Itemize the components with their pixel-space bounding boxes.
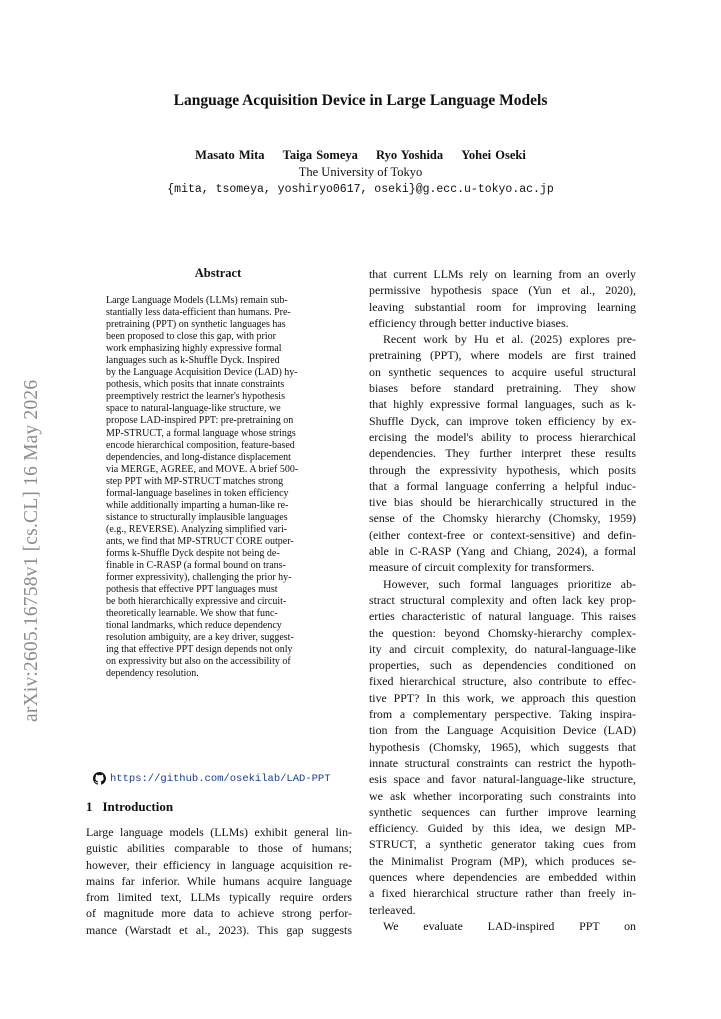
author-name: Taiga Someya bbox=[282, 148, 358, 162]
repo-link[interactable] bbox=[93, 772, 331, 785]
body-line: however, their efficiency in language acquisition re- bbox=[86, 857, 352, 872]
body-line: from limited text, LLMs typically require orders bbox=[86, 890, 352, 905]
abstract-line: step PPT with MP-STRUCT matches strong bbox=[106, 475, 284, 487]
body-line: biases before standard pretraining. They show bbox=[369, 381, 636, 396]
abstract-line: MP-STRUCT, a formal language whose strings bbox=[106, 427, 296, 439]
body-line: the Minimalist Program (MP), which produces se- bbox=[369, 853, 636, 868]
body-line: a fixed hierarchical structure rather than freely in- bbox=[369, 886, 636, 901]
body-line: synthetic sequences can further improve learning bbox=[369, 804, 636, 819]
abstract-line: ants, we find that MP-STRUCT CORE outper- bbox=[106, 535, 294, 547]
body-line: However, such formal languages prioritize ab- bbox=[383, 576, 636, 591]
body-line: tive PPT? In this work, we approach this question bbox=[369, 690, 636, 705]
abstract-line: pothesis, which posits that innate constraints bbox=[106, 379, 285, 391]
body-line: of magnitude more data to achieve strong perfor- bbox=[86, 906, 352, 921]
body-line: We evaluate LAD-inspired PPT on bbox=[383, 918, 636, 933]
author-name: Ryo Yoshida bbox=[376, 148, 444, 162]
abstract-line: theoretically learnable. We show that func- bbox=[106, 608, 278, 620]
abstract-line: space to natural-language-like structure, we bbox=[106, 403, 281, 415]
repo-url[interactable]: https://github.com/osekilab/LAD-PPT bbox=[110, 772, 331, 785]
body-line: fixed hierarchical structure, also contribute to effec- bbox=[369, 674, 636, 689]
abstract-line: tional landmarks, which reduce dependency bbox=[106, 620, 282, 632]
body-line: that current LLMs rely on learning from an overly bbox=[369, 267, 636, 281]
body-line: efficiency. Guided by this idea, we design MP- bbox=[369, 821, 636, 836]
abstract-line: formal-language baselines in token efficiency bbox=[106, 487, 289, 499]
body-line: able in C-RASP (Yang and Chiang, 2024), a formal bbox=[369, 544, 636, 559]
body-line: mains far inferior. While humans acquire language bbox=[86, 873, 352, 888]
abstract-line: via MERGE, AGREE, and MOVE. A brief 500- bbox=[106, 463, 299, 475]
affiliation: The University of Tokyo bbox=[298, 165, 423, 179]
intro-left-column bbox=[86, 824, 352, 938]
arxiv-identifier: arXiv:2605.16758v1 [cs.CL] 16 May 2026 bbox=[21, 379, 42, 722]
body-line: properties, such as dependencies conditioned on bbox=[369, 658, 636, 673]
body-line: tion from the Language Acquisition Device (LAD) bbox=[369, 723, 636, 738]
abstract-line: resolution ambiguity, are a key driver, suggest- bbox=[106, 632, 294, 644]
abstract-body bbox=[106, 295, 330, 681]
section-heading bbox=[86, 799, 173, 815]
abstract-line: encode hierarchical composition, feature-based bbox=[106, 439, 295, 451]
author-name: Masato Mita bbox=[195, 148, 265, 162]
body-line: sense of the Chomsky hierarchy (Chomsky, 1959) bbox=[369, 511, 636, 526]
abstract-line: been proposed to close this gap, with prior bbox=[106, 331, 276, 343]
body-line: measure of circuit complexity for transformers. bbox=[369, 560, 595, 575]
author-name: Yohei Oseki bbox=[461, 148, 526, 162]
body-line: mance (Warstadt et al., 2023). This gap suggests bbox=[86, 922, 352, 937]
author-list bbox=[0, 148, 721, 163]
abstract-line: (e.g., REVERSE). Analyzing simplified vari- bbox=[106, 523, 288, 535]
body-line: that a formal language conferring a helpful induc- bbox=[369, 478, 636, 493]
abstract-line: forms k-Shuffle Dyck despite not being de- bbox=[106, 547, 280, 559]
body-line: terleaved. bbox=[369, 902, 416, 917]
body-line: Recent work by Hu et al. (2025) explores pre- bbox=[383, 332, 636, 347]
body-line: that highly expressive formal languages, such as k- bbox=[369, 397, 636, 412]
abstract-line: while additionally imparting a human-like re- bbox=[106, 499, 289, 511]
abstract-line: dependencies, and long-distance displacement bbox=[106, 451, 291, 463]
abstract-line: Large Language Models (LLMs) remain sub- bbox=[106, 295, 288, 306]
section-number: 1 bbox=[86, 799, 93, 814]
abstract-line: ing that effective PPT design depends not only bbox=[106, 644, 293, 656]
body-line: Large language models (LLMs) exhibit general lin- bbox=[86, 825, 352, 839]
body-line: ercising the model's ability to process hierarchical bbox=[369, 429, 636, 444]
abstract-line: work emphasizing highly expressive formal bbox=[106, 343, 282, 355]
abstract-line: dependency resolution. bbox=[106, 668, 199, 680]
body-line: esis space and favor natural-language-like structure, bbox=[369, 772, 636, 787]
body-line: STRUCT, a synthetic generator taking cues from bbox=[369, 837, 636, 852]
body-line: quences where dependencies are embedded within bbox=[369, 869, 636, 884]
body-line: leaving substantial room for improving learning bbox=[369, 299, 636, 314]
body-line: stract structural complexity and often lack key prop- bbox=[369, 592, 636, 607]
body-line: (either context-free or context-sensitive) and defin- bbox=[369, 527, 636, 542]
abstract-line: on expressivity but also on the accessibility of bbox=[106, 656, 291, 668]
github-icon bbox=[93, 772, 106, 785]
author-emails: {mita, tsomeya, yoshiryo0617, oseki}@g.ecc.u-tokyo.ac.jp bbox=[167, 183, 554, 196]
body-line: through the expressivity hypothesis, which posits bbox=[369, 462, 636, 477]
body-line: pretraining (PPT), where models are first trained bbox=[369, 348, 636, 363]
abstract-line: pothesis that effective PPT languages must bbox=[106, 584, 278, 596]
body-line: erties characteristic of natural language. This raises bbox=[369, 609, 636, 624]
abstract-heading: Abstract bbox=[194, 266, 242, 280]
abstract-line: sistance to structurally implausible languages bbox=[106, 511, 288, 523]
body-line: innate structural constraints can restrict the hypoth- bbox=[369, 755, 636, 770]
abstract-line: by the Language Acquisition Device (LAD) hy- bbox=[106, 367, 298, 379]
body-line: permissive hypothesis space (Yun et al., 2020), bbox=[369, 283, 636, 298]
paper-title: Language Acquisition Device in Large Language Models bbox=[173, 92, 548, 109]
body-line: dependencies. They further interpret these results bbox=[369, 446, 636, 461]
abstract-line: preemptively restrict the learner's hypothesis bbox=[106, 391, 285, 403]
body-line: guistic abilities comparable to those of humans; bbox=[86, 841, 352, 856]
body-line: on synthetic sequences to acquire useful structural bbox=[369, 364, 636, 379]
body-line: we ask whether incorporating such constraints into bbox=[369, 788, 636, 803]
abstract-line: languages such as k-Shuffle Dyck. Inspired bbox=[106, 355, 280, 367]
body-line: the question: beyond Chomsky-hierarchy complex- bbox=[369, 625, 636, 640]
abstract-line: pretraining (PPT) on synthetic languages has bbox=[106, 319, 286, 331]
intro-right-column bbox=[369, 266, 636, 934]
body-line: ity and circuit complexity, do natural-language-like bbox=[369, 641, 636, 656]
abstract-line: stantially less data-efficient than humans. Pre- bbox=[106, 307, 291, 319]
section-title: Introduction bbox=[102, 799, 174, 814]
abstract-line: former expressivity), challenging the prior hy- bbox=[106, 572, 292, 584]
abstract-line: be both hierarchically expressive and circuit- bbox=[106, 596, 287, 608]
body-line: from a complementary perspective. Taking inspira- bbox=[369, 707, 636, 722]
body-line: efficiency through better inductive biases. bbox=[369, 315, 569, 330]
body-line: hypothesis (Chomsky, 1965), which suggests that bbox=[369, 739, 636, 754]
abstract-line: finable in C-RASP (a formal bound on trans- bbox=[106, 560, 286, 572]
body-line: Shuffle Dyck, can improve token efficiency by ex- bbox=[369, 413, 636, 428]
abstract-line: propose LAD-inspired PPT: pre-pretraining on bbox=[106, 415, 294, 427]
body-line: tive bias should be hierarchically structured in the bbox=[369, 495, 636, 510]
